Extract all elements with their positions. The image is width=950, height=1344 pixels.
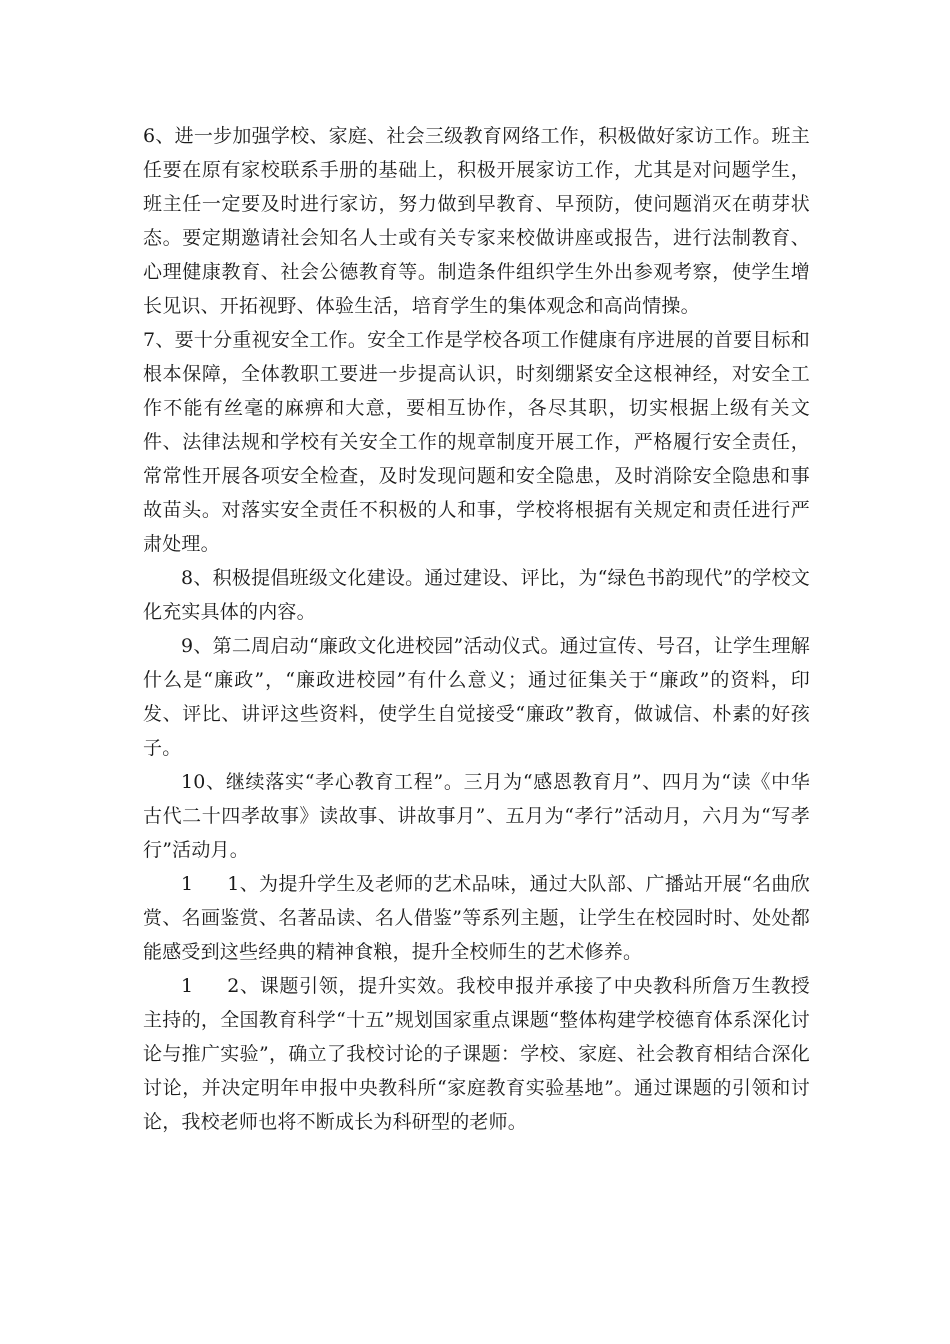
paragraph-12 (143, 969, 810, 1139)
paragraph-9: 9、第二周启动“廉政文化进校园”活动仪式。通过宣传、号召，让学生理解什么是“廉政”，“廉政进校园”有什么意义；通过征集关于“廉政”的资料，印发、评比、讲评这些资料，使学生自觉接受“廉政”教育，做诚信、朴素的好孩子。 (143, 635, 810, 759)
paragraph-12-number-b: 2、 (227, 975, 260, 997)
paragraph-11-number-a: 1 (181, 873, 194, 895)
paragraph-11 (143, 867, 810, 969)
paragraph-10: 10、继续落实“孝心教育工程”。三月为“感恩教育月”、四月为“读《中华古代二十四孝故事》读故事、讲故事月”、五月为“孝行”活动月，六月为“写孝行”活动月。 (143, 771, 810, 861)
paragraph-6: 6、进一步加强学校、家庭、社会三级教育网络工作，积极做好家访工作。班主任要在原有家校联系手册的基础上，积极开展家访工作，尤其是对问题学生，班主任一定要及时进行家访，努力做到早教育、早预防，使问题消灭在萌芽状态。要定期邀请社会知名人士或有关专家来校做讲座或报告，进行法制教育、心理健康教育、社会公德教育等。制造条件组织学生外出参观考察，使学生增长见识、开拓视野、体验生活，培育学生的集体观念和高尚情操。 (143, 125, 810, 317)
paragraph-7: 7、要十分重视安全工作。安全工作是学校各项工作健康有序进展的首要目标和根本保障，全体教职工要进一步提高认识，时刻绷紧安全这根神经，对安全工作不能有丝毫的麻痹和大意，要相互协作，各尽其职，切实根据上级有关文件、法律法规和学校有关安全工作的规章制度开展工作，严格履行安全责任，常常性开展各项安全检查，及时发现问题和安全隐患，及时消除安全隐患和事故苗头。对落实安全责任不积极的人和事，学校将根据有关规定和责任进行严肃处理。 (143, 329, 810, 555)
paragraph-12-number-a: 1 (181, 975, 194, 997)
paragraph-11-text: 为提升学生及老师的艺术品味，通过大队部、广播站开展“名曲欣赏、名画鉴赏、名著品读、名人借鉴”等系列主题，让学生在校园时时、处处都能感受到这些经典的精神食粮，提升全校师生的艺术修养。 (143, 873, 810, 963)
paragraph-12-text: 课题引领，提升实效。我校申报并承接了中央教科所詹万生教授主持的，全国教育科学“十五”规划国家重点课题“整体构建学校德育体系深化讨论与推广实验”，确立了我校讨论的子课题：学校、家庭、社会教育相结合深化讨论，并决定明年申报中央教科所“家庭教育实验基地”。通过课题的引领和讨论，我校老师也将不断成长为科研型的老师。 (143, 975, 810, 1133)
paragraph-11-number-b: 1、 (227, 873, 260, 895)
paragraph-8: 8、积极提倡班级文化建设。通过建设、评比，为“绿色书韵现代”的学校文化充实具体的内容。 (143, 567, 810, 623)
document-body (143, 119, 810, 1139)
